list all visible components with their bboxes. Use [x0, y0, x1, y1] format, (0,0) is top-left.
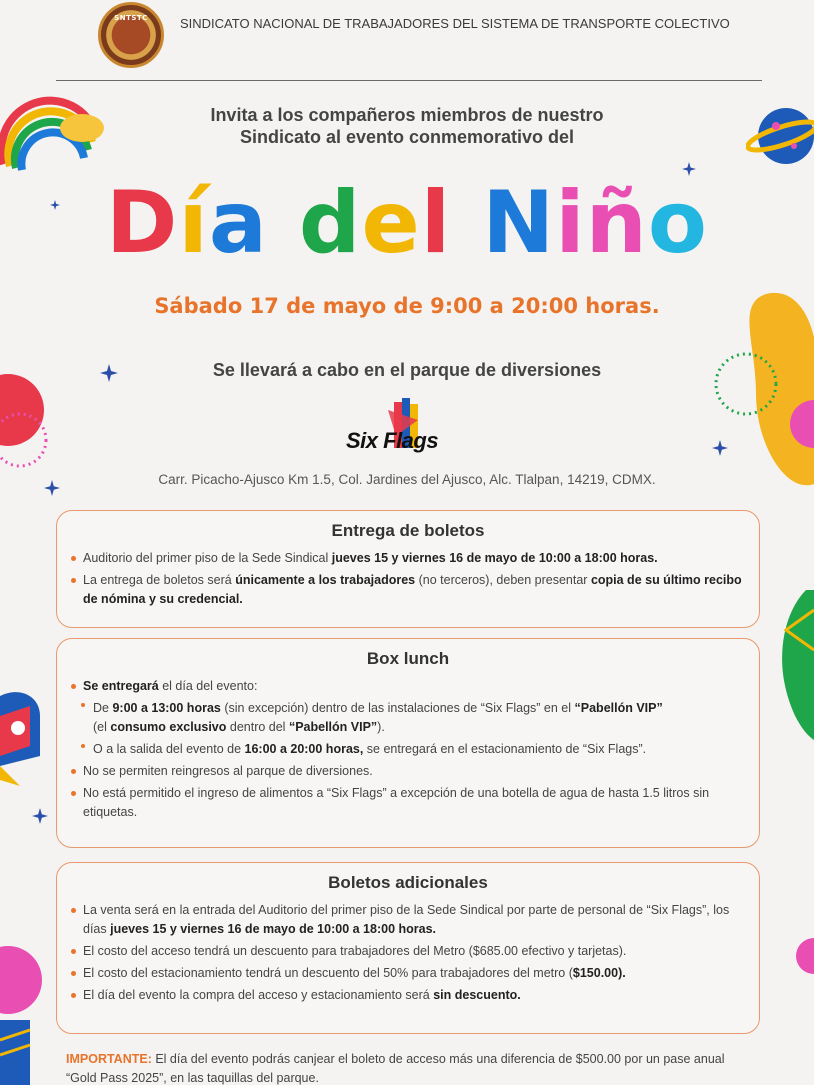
important-note [66, 1050, 756, 1085]
title-letter [268, 168, 299, 278]
list-item: O a la salida del evento de 16:00 a 20:00 horas, se entregará en el estacionamiento de “Six Flags”. [81, 740, 747, 759]
event-title [0, 168, 814, 278]
title-letter: a [208, 173, 268, 273]
venue-intro: Se llevará a cabo en el parque de diversiones [212, 360, 602, 380]
rocket-decoration [0, 676, 44, 786]
list-item: El día del evento la compra del acceso y estacionamiento será sin descuento. [71, 986, 747, 1005]
blob-right-lower-decoration [776, 590, 814, 750]
star-decoration [712, 440, 728, 456]
header-divider [56, 80, 762, 81]
blob-left-bottom-decoration [0, 940, 42, 1085]
list-item: La entrega de boletos será únicamente a los trabajadores (no terceros), deben presentar copia de su último recibo de nómina y su credencial. [71, 571, 747, 609]
blob-right-bottom-decoration [796, 936, 814, 976]
list-item: Auditorio del primer piso de la Sede Sindical jueves 15 y viernes 16 de mayo de 10:00 a 18:00 horas. [71, 549, 747, 568]
venue-address: Carr. Picacho-Ajusco Km 1.5, Col. Jardines del Ajusco, Alc. Tlalpan, 14219, CDMX. [158, 472, 656, 487]
card-title: Boletos adicionales [328, 873, 488, 892]
additional-tickets-card [56, 862, 760, 1034]
list-item: No se permiten reingresos al parque de diversiones. [71, 762, 747, 781]
list-item: El costo del estacionamiento tendrá un descuento del 50% para trabajadores del metro ($150.00). [71, 964, 747, 983]
invite-line-1: Invita a los compañeros miembros de nuestro [210, 105, 604, 125]
list-item: No está permitido el ingreso de alimentos a “Six Flags” a excepción de una botella de agua de hasta 1.5 litros sin etiquetas. [71, 784, 747, 822]
title-letter: í [178, 173, 209, 273]
star-decoration [32, 808, 48, 824]
list-item: La venta será en la entrada del Auditorio del primer piso de la Sede Sindical por parte de personal de “Six Flags”, los días jueves 15 y viernes 16 de mayo de 10:00 a 18:00 horas. [71, 901, 747, 939]
header [0, 0, 814, 82]
title-letter: i [555, 173, 586, 273]
title-letter: o [647, 173, 708, 273]
tickets-delivery-card [56, 510, 760, 628]
box-lunch-card [56, 638, 760, 848]
title-letter: e [361, 173, 421, 273]
list-item: El costo del acceso tendrá un descuento para trabajadores del Metro ($685.00 efectivo y tarjetas). [71, 942, 747, 961]
list-item: Se entregará el día del evento: [71, 677, 747, 696]
union-name: SINDICATO NACIONAL DE TRABAJADORES DEL SISTEMA DE TRANSPORTE COLECTIVO [180, 16, 730, 31]
six-flags-wordmark: Six Flags [346, 428, 439, 453]
title-letter: N [482, 173, 556, 273]
list-item: De 9:00 a 13:00 horas (sin excepción) dentro de las instalaciones de “Six Flags” en el “Pabellón VIP” [81, 699, 747, 718]
title-letter [451, 168, 482, 278]
important-label: IMPORTANTE: [66, 1052, 152, 1066]
title-letter: d [298, 173, 362, 273]
title-letter: l [420, 173, 452, 273]
list-item: (el consumo exclusivo dentro del “Pabellón VIP”). [93, 720, 385, 734]
event-date: Sábado 17 de mayo de 9:00 a 20:00 horas. [154, 294, 660, 318]
invite-line-2: Sindicato al evento conmemorativo del [239, 127, 575, 147]
union-logo [98, 2, 164, 68]
invite-text [0, 104, 814, 148]
blob-right-decoration [706, 284, 814, 534]
title-letter: ñ [585, 173, 648, 273]
card-title: Box lunch [366, 649, 450, 668]
title-letter: D [106, 173, 179, 273]
union-logo-text: SNTSTC [114, 14, 148, 22]
card-title: Entrega de boletos [331, 521, 485, 540]
important-text: El día del evento podrás canjear el boleto de acceso más una diferencia de $500.00 por un pase anual “Gold Pass 2025”, en las taquillas del parque. [66, 1052, 725, 1085]
